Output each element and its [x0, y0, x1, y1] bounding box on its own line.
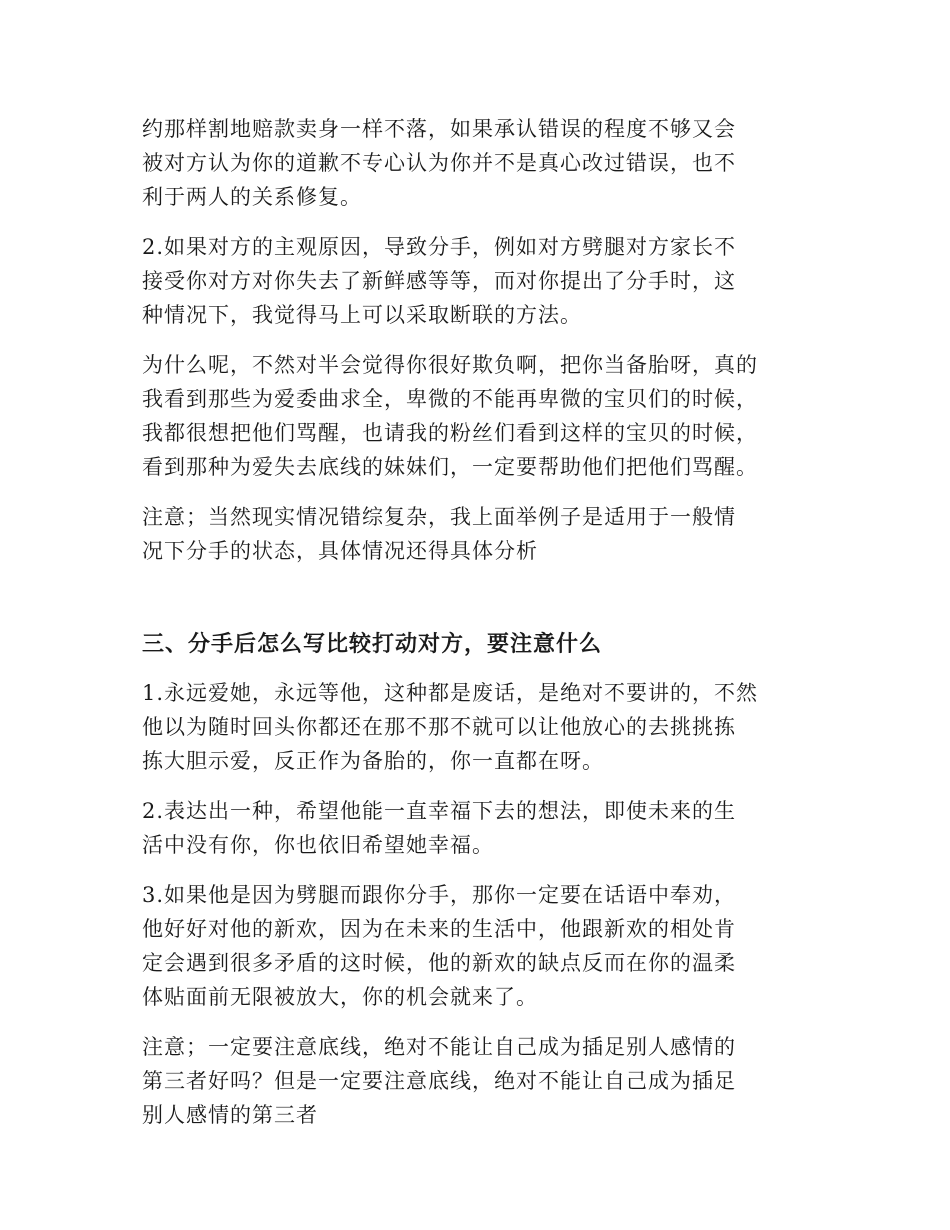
document-page	[142, 112, 822, 1148]
paragraph-why: 为什么呢，不然对半会觉得你很好欺负啊，把你当备胎呀，真的 我看到那些为爱委曲求全，卑微的不能再卑微的宝贝们的时候， 我都很想把他们骂醒，也请我的粉丝们看到这样的宝贝的时候， 看到那种为爱失去底线的妹妹们，一定要帮助他们把他们骂醒。	[142, 353, 758, 479]
section-3-title: 三、分手后怎么写比较打动对方，要注意什么	[142, 632, 603, 657]
section-3-item-1: 1.永远爱她，永远等他，这种都是废话，是绝对不要讲的，不然 他以为随时回头你都还在那不那不就可以让他放心的去挑挑拣 拣大胆示爱，反正作为备胎的，你一直都在呀。	[142, 681, 759, 773]
paragraph-note: 注意；当然现实情况错综复杂，我上面举例子是适用于一般情 况下分手的状态，具体情况还得具体分析	[142, 505, 736, 563]
section-3-item-3: 3.如果他是因为劈腿而跟你分手，那你一定要在话语中奉劝， 他好好对他的新欢，因为在未来的生活中，他跟新欢的相处肯 定会遇到很多矛盾的这时候，他的新欢的缺点反而在你的温柔 体贴面前无限被放大，你的机会就来了。	[142, 883, 737, 1009]
section-3-note: 注意；一定要注意底线，绝对不能让自己成为插足别人感情的 第三者好吗？但是一定要注意底线，绝对不能让自己成为插足 别人感情的第三者	[142, 1035, 736, 1127]
section-3-item-2: 2.表达出一种，希望他能一直幸福下去的想法，即使未来的生 活中没有你，你也依旧希望她幸福。	[142, 799, 737, 857]
paragraph-continuation: 约那样割地赔款卖身一样不落，如果承认错误的程度不够又会 被对方认为你的道歉不专心认为你并不是真心改过错误，也不 利于两人的关系修复。	[142, 117, 736, 209]
paragraph-item-2: 2.如果对方的主观原因，导致分手，例如对方劈腿对方家长不 接受你对方对你失去了新鲜感等等，而对你提出了分手时，这 种情况下，我觉得马上可以采取断联的方法。	[142, 235, 737, 327]
